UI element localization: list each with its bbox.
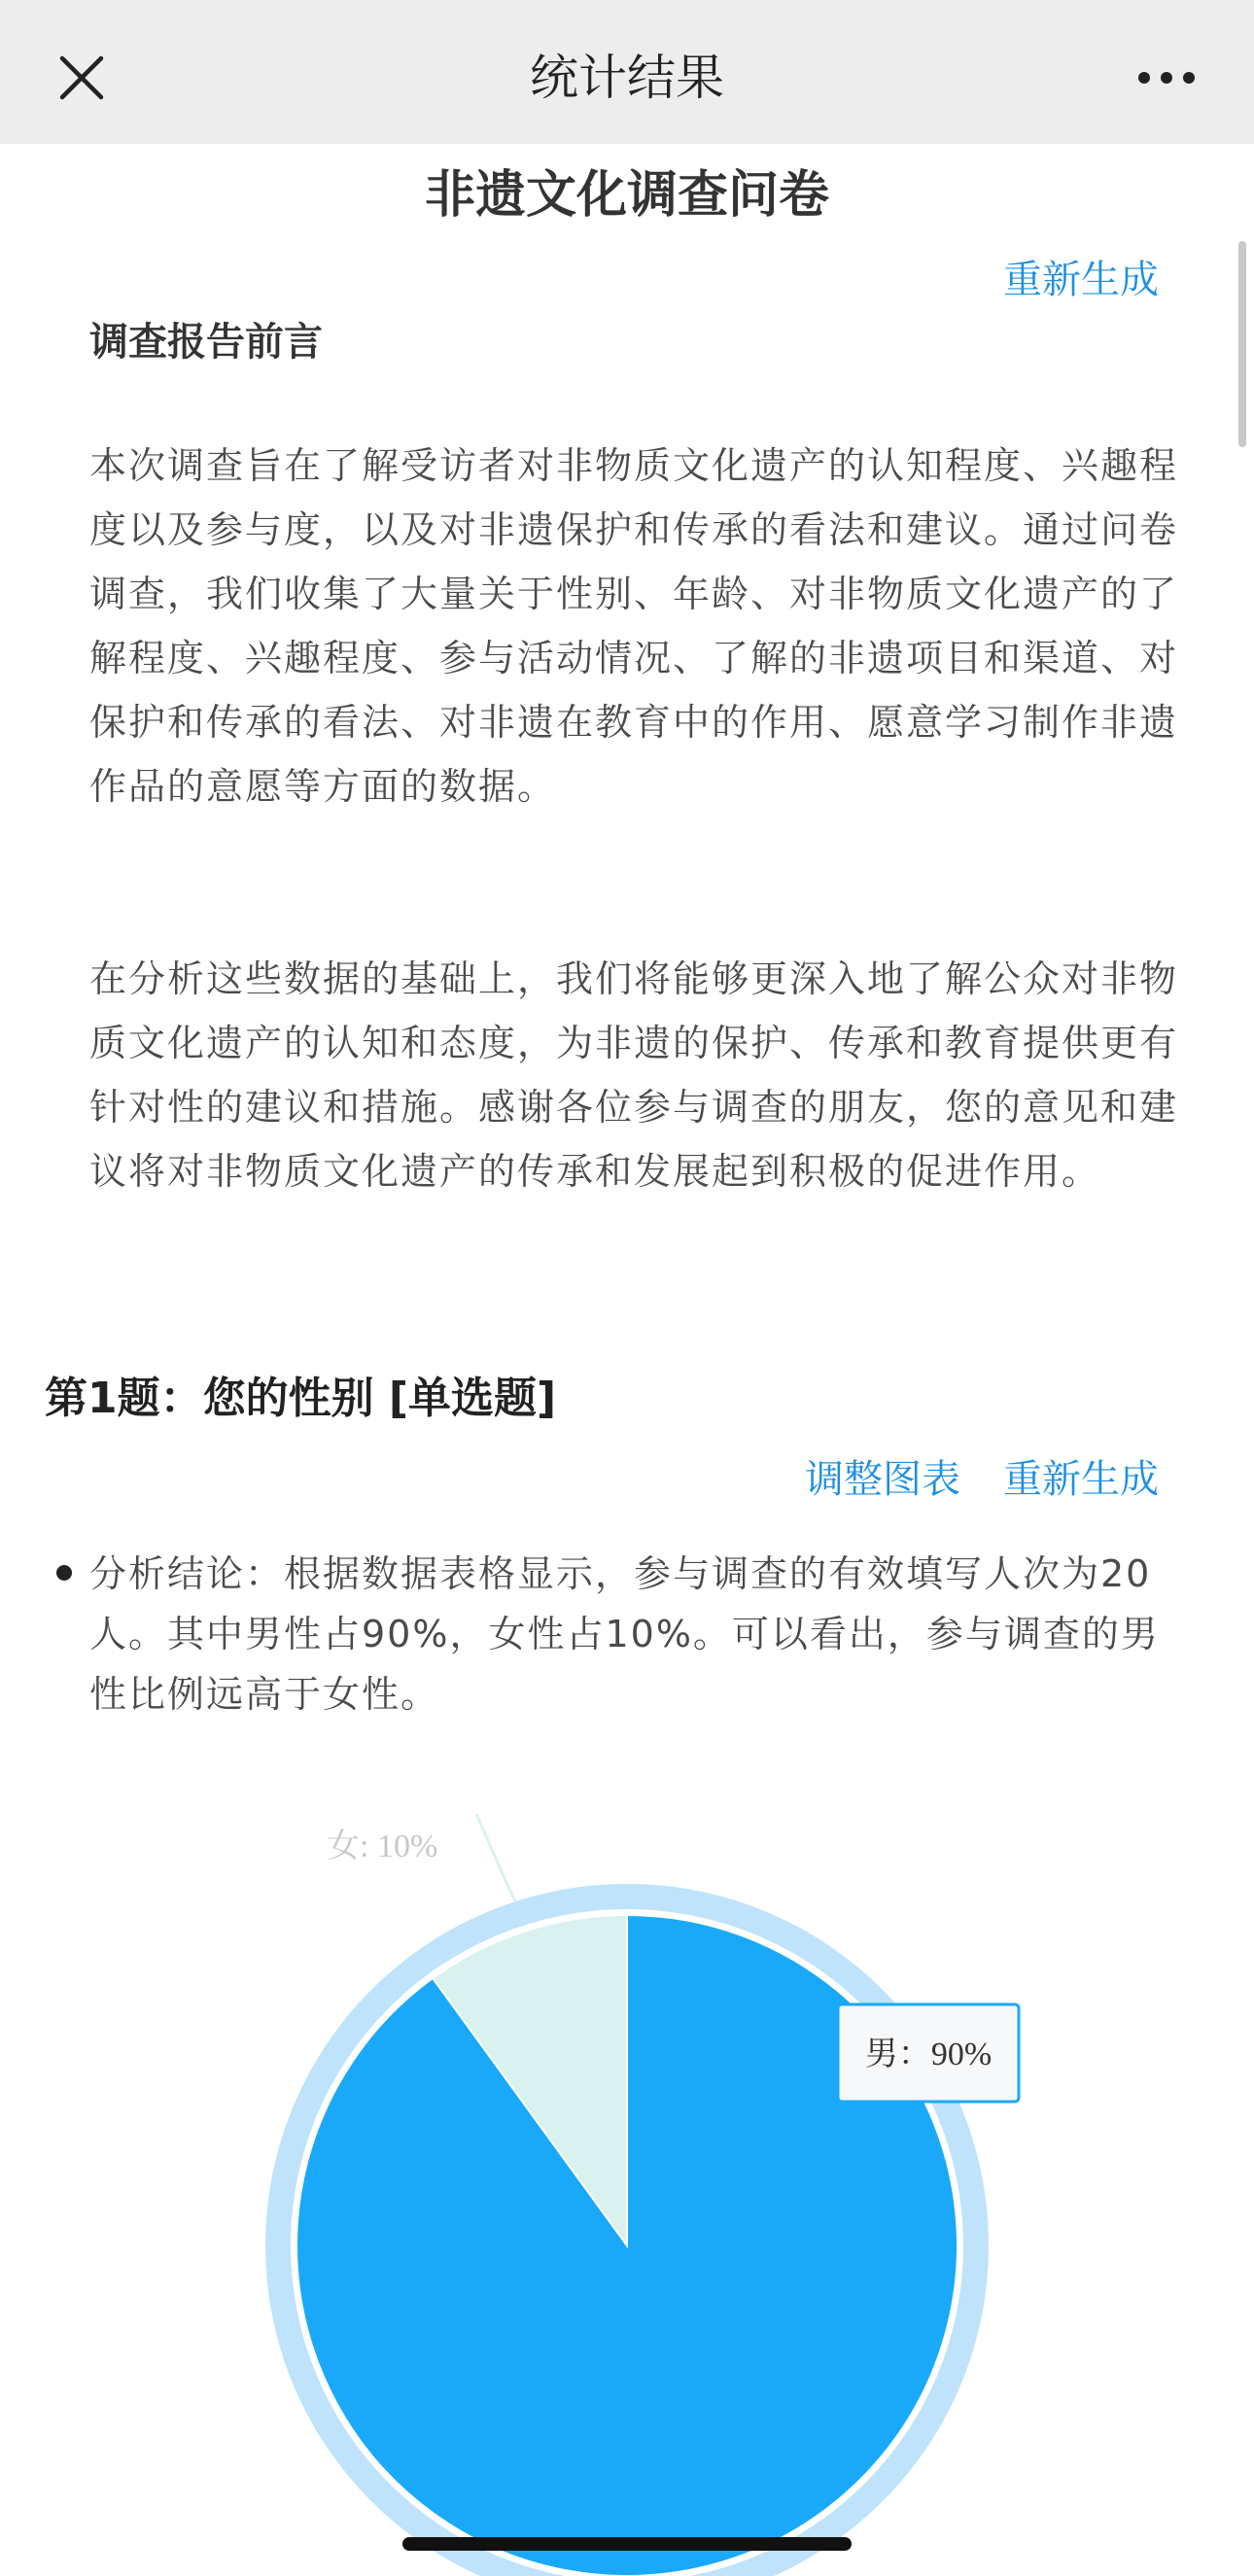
navigation-bar [0, 0, 1254, 144]
preface-paragraph-1: 本次调查旨在了解受访者对非物质文化遗产的认知程度、兴趣程度以及参与度，以及对非遗保护和传承的看法和建议。通过问卷调查，我们收集了大量关于性别、年龄、对非物质文化遗产的了解程度、兴趣程度、参与活动情况、了解的非遗项目和渠道、对保护和传承的看法、对非遗在教育中的作用、愿意学习制作非遗作品的意愿等方面的数据。 [89, 444, 1179, 808]
pie-chart[interactable] [0, 1789, 1254, 2576]
more-options-button[interactable] [1120, 54, 1213, 101]
question-title: 第1题：您的性别 [单选题] [45, 1374, 557, 1423]
regenerate-question-link[interactable]: 重新生成 [1003, 1457, 1159, 1502]
regenerate-preface-link[interactable]: 重新生成 [1003, 258, 1159, 302]
close-icon [58, 54, 105, 101]
slice-leader-line [476, 1814, 515, 1901]
analysis-conclusion: 分析结论：根据数据表格显示，参与调查的有效填写人次为20人。其中男性占90%，女性占10%。可以看出，参与调查的男性比例远高于女性。 [89, 1552, 1160, 1716]
home-indicator[interactable] [402, 2537, 852, 2551]
scrollbar[interactable] [1238, 241, 1246, 447]
nav-title: 统计结果 [530, 50, 724, 106]
bullet-dot [56, 1565, 72, 1581]
adjust-chart-link[interactable]: 调整图表 [805, 1457, 960, 1502]
document-title: 非遗文化调查问卷 [424, 166, 829, 225]
slice-label-female: 女: 10% [327, 1828, 438, 1864]
close-button[interactable] [51, 39, 113, 117]
preface-heading: 调查报告前言 [89, 320, 323, 365]
slice-label-male: 男：90% [864, 2036, 993, 2072]
preface-paragraph-2: 在分析这些数据的基础上，我们将能够更深入地了解公众对非物质文化遗产的认知和态度，为非遗的保护、传承和教育提供更有针对性的建议和措施。感谢各位参与调查的朋友，您的意见和建议将对非物质文化遗产的传承和发展起到积极的促进作用。 [89, 957, 1179, 1193]
more-dots-icon [1137, 71, 1196, 85]
